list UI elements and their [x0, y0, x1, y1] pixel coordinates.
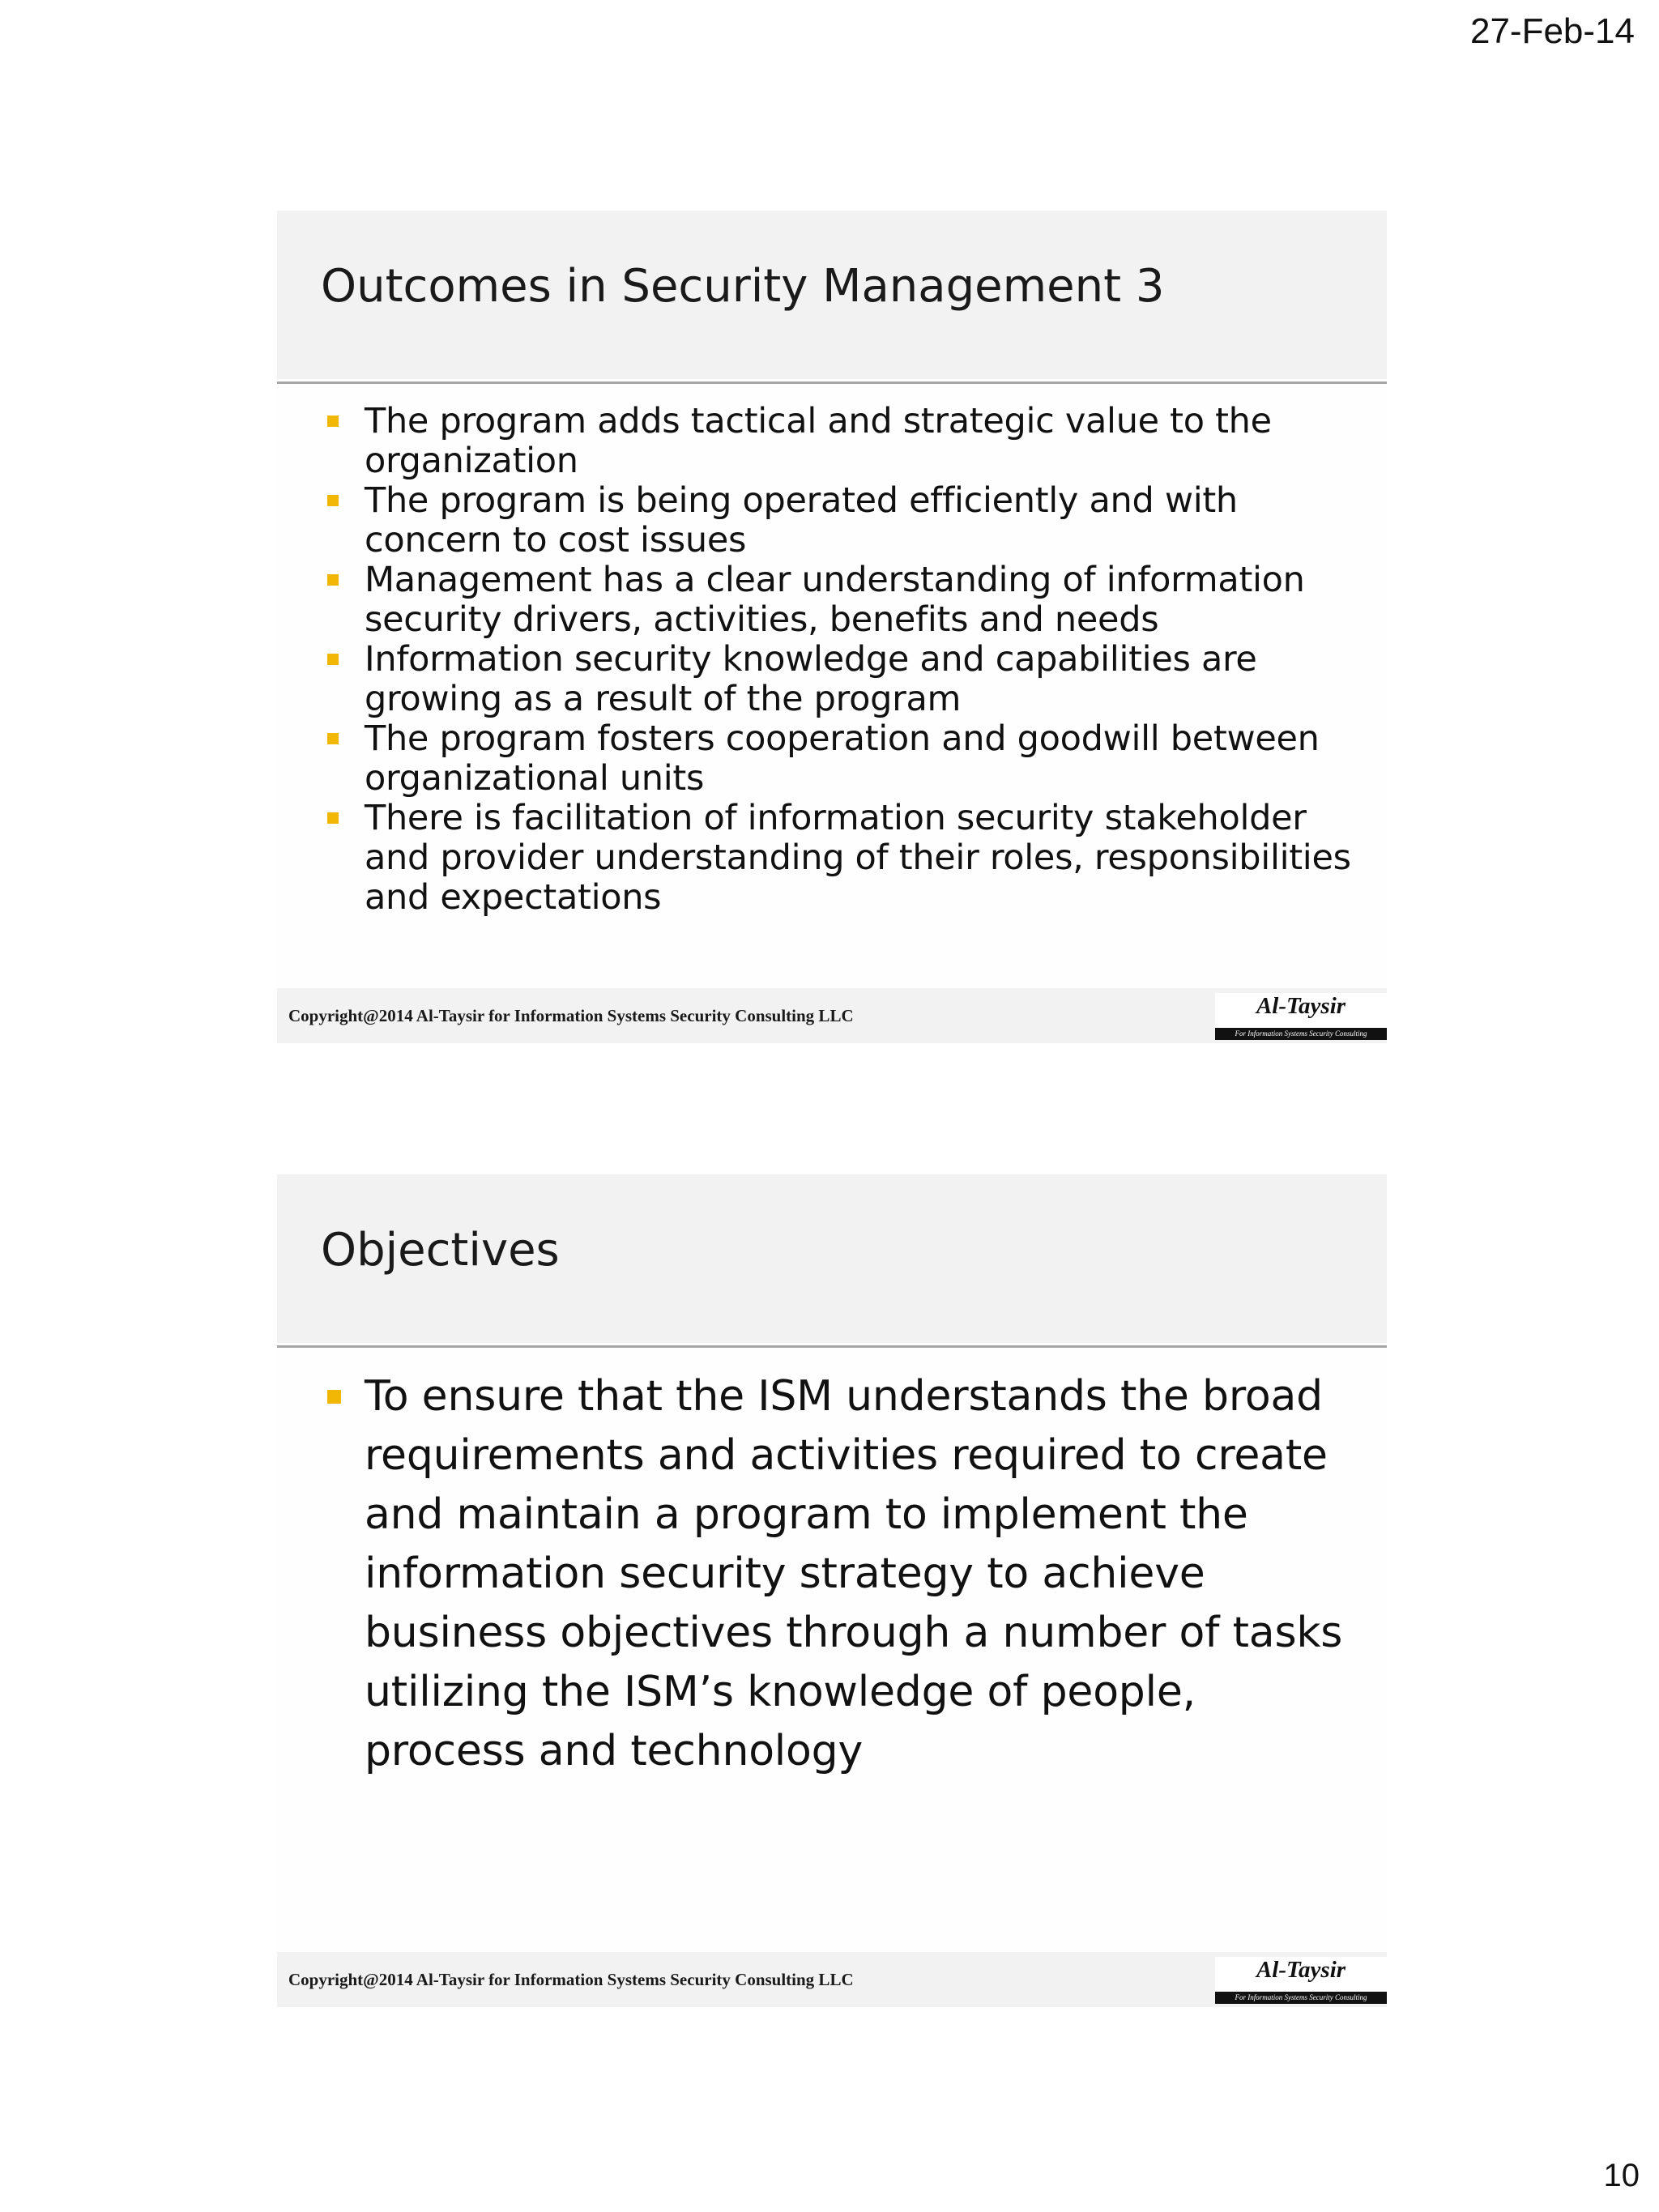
copyright-notice: Copyright@2014 Al-Taysir for Information Systems Security Consulting LLC: [288, 1970, 854, 1989]
square-bullet-icon: [327, 733, 339, 744]
logo-name: Al-Taysir: [1256, 993, 1346, 1019]
list-item: [327, 560, 1356, 640]
bullet-text: There is facilitation of information security stakeholder and provider understanding of their roles, responsibilities and expectations: [365, 798, 1351, 918]
company-logo: [1215, 993, 1387, 1040]
slide-title: Outcomes in Security Management 3: [321, 260, 1165, 313]
logo-name: Al-Taysir: [1256, 1957, 1346, 1983]
copyright-notice: Copyright@2014 Al-Taysir for Information Systems Security Consulting LLC: [288, 1006, 854, 1025]
square-bullet-icon: [327, 495, 339, 506]
list-item: [327, 640, 1356, 719]
bullet-text: The program is being operated efficiently and with concern to cost issues: [365, 480, 1238, 560]
square-bullet-icon: [327, 416, 339, 427]
bullet-list: [327, 1367, 1356, 1781]
slide-header: [277, 1174, 1387, 1343]
header-divider: [277, 1345, 1387, 1348]
square-bullet-icon: [327, 574, 339, 586]
slide-objectives: [277, 1174, 1387, 2007]
bullet-text: The program fosters cooperation and goodwill between organizational units: [365, 718, 1320, 799]
bullet-text: To ensure that the ISM understands the broad requirements and activities required to create and maintain a program to implement the information security strategy to achieve business objectives through a number of tasks utilizing the ISM’s knowledge of people, process and technology: [365, 1372, 1343, 1775]
slide-footer: [277, 1952, 1387, 2007]
square-bullet-icon: [327, 812, 339, 824]
square-bullet-icon: [327, 654, 339, 665]
slide-header: [277, 211, 1387, 379]
page-date: 27-Feb-14: [1469, 11, 1635, 51]
logo-tagline: For Information Systems Security Consulting: [1215, 1028, 1387, 1040]
bullet-text: Management has a clear understanding of information security drivers, activities, benefits and needs: [365, 560, 1305, 640]
page-number: 10: [1603, 2158, 1640, 2193]
slide-outcomes: [277, 211, 1387, 1043]
bullet-text: Information security knowledge and capabilities are growing as a result of the program: [365, 639, 1257, 719]
list-item: [327, 481, 1356, 560]
company-logo: [1215, 1957, 1387, 2004]
square-bullet-icon: [327, 1390, 341, 1404]
bullet-text: The program adds tactical and strategic value to the organization: [365, 401, 1272, 481]
list-item: [327, 402, 1356, 481]
list-item: [327, 1367, 1356, 1781]
logo-tagline: For Information Systems Security Consulting: [1215, 1992, 1387, 2004]
slide-title: Objectives: [321, 1224, 560, 1276]
header-divider: [277, 381, 1387, 384]
list-item: [327, 719, 1356, 799]
slide-footer: [277, 988, 1387, 1043]
list-item: [327, 799, 1356, 918]
bullet-list: [327, 402, 1356, 918]
